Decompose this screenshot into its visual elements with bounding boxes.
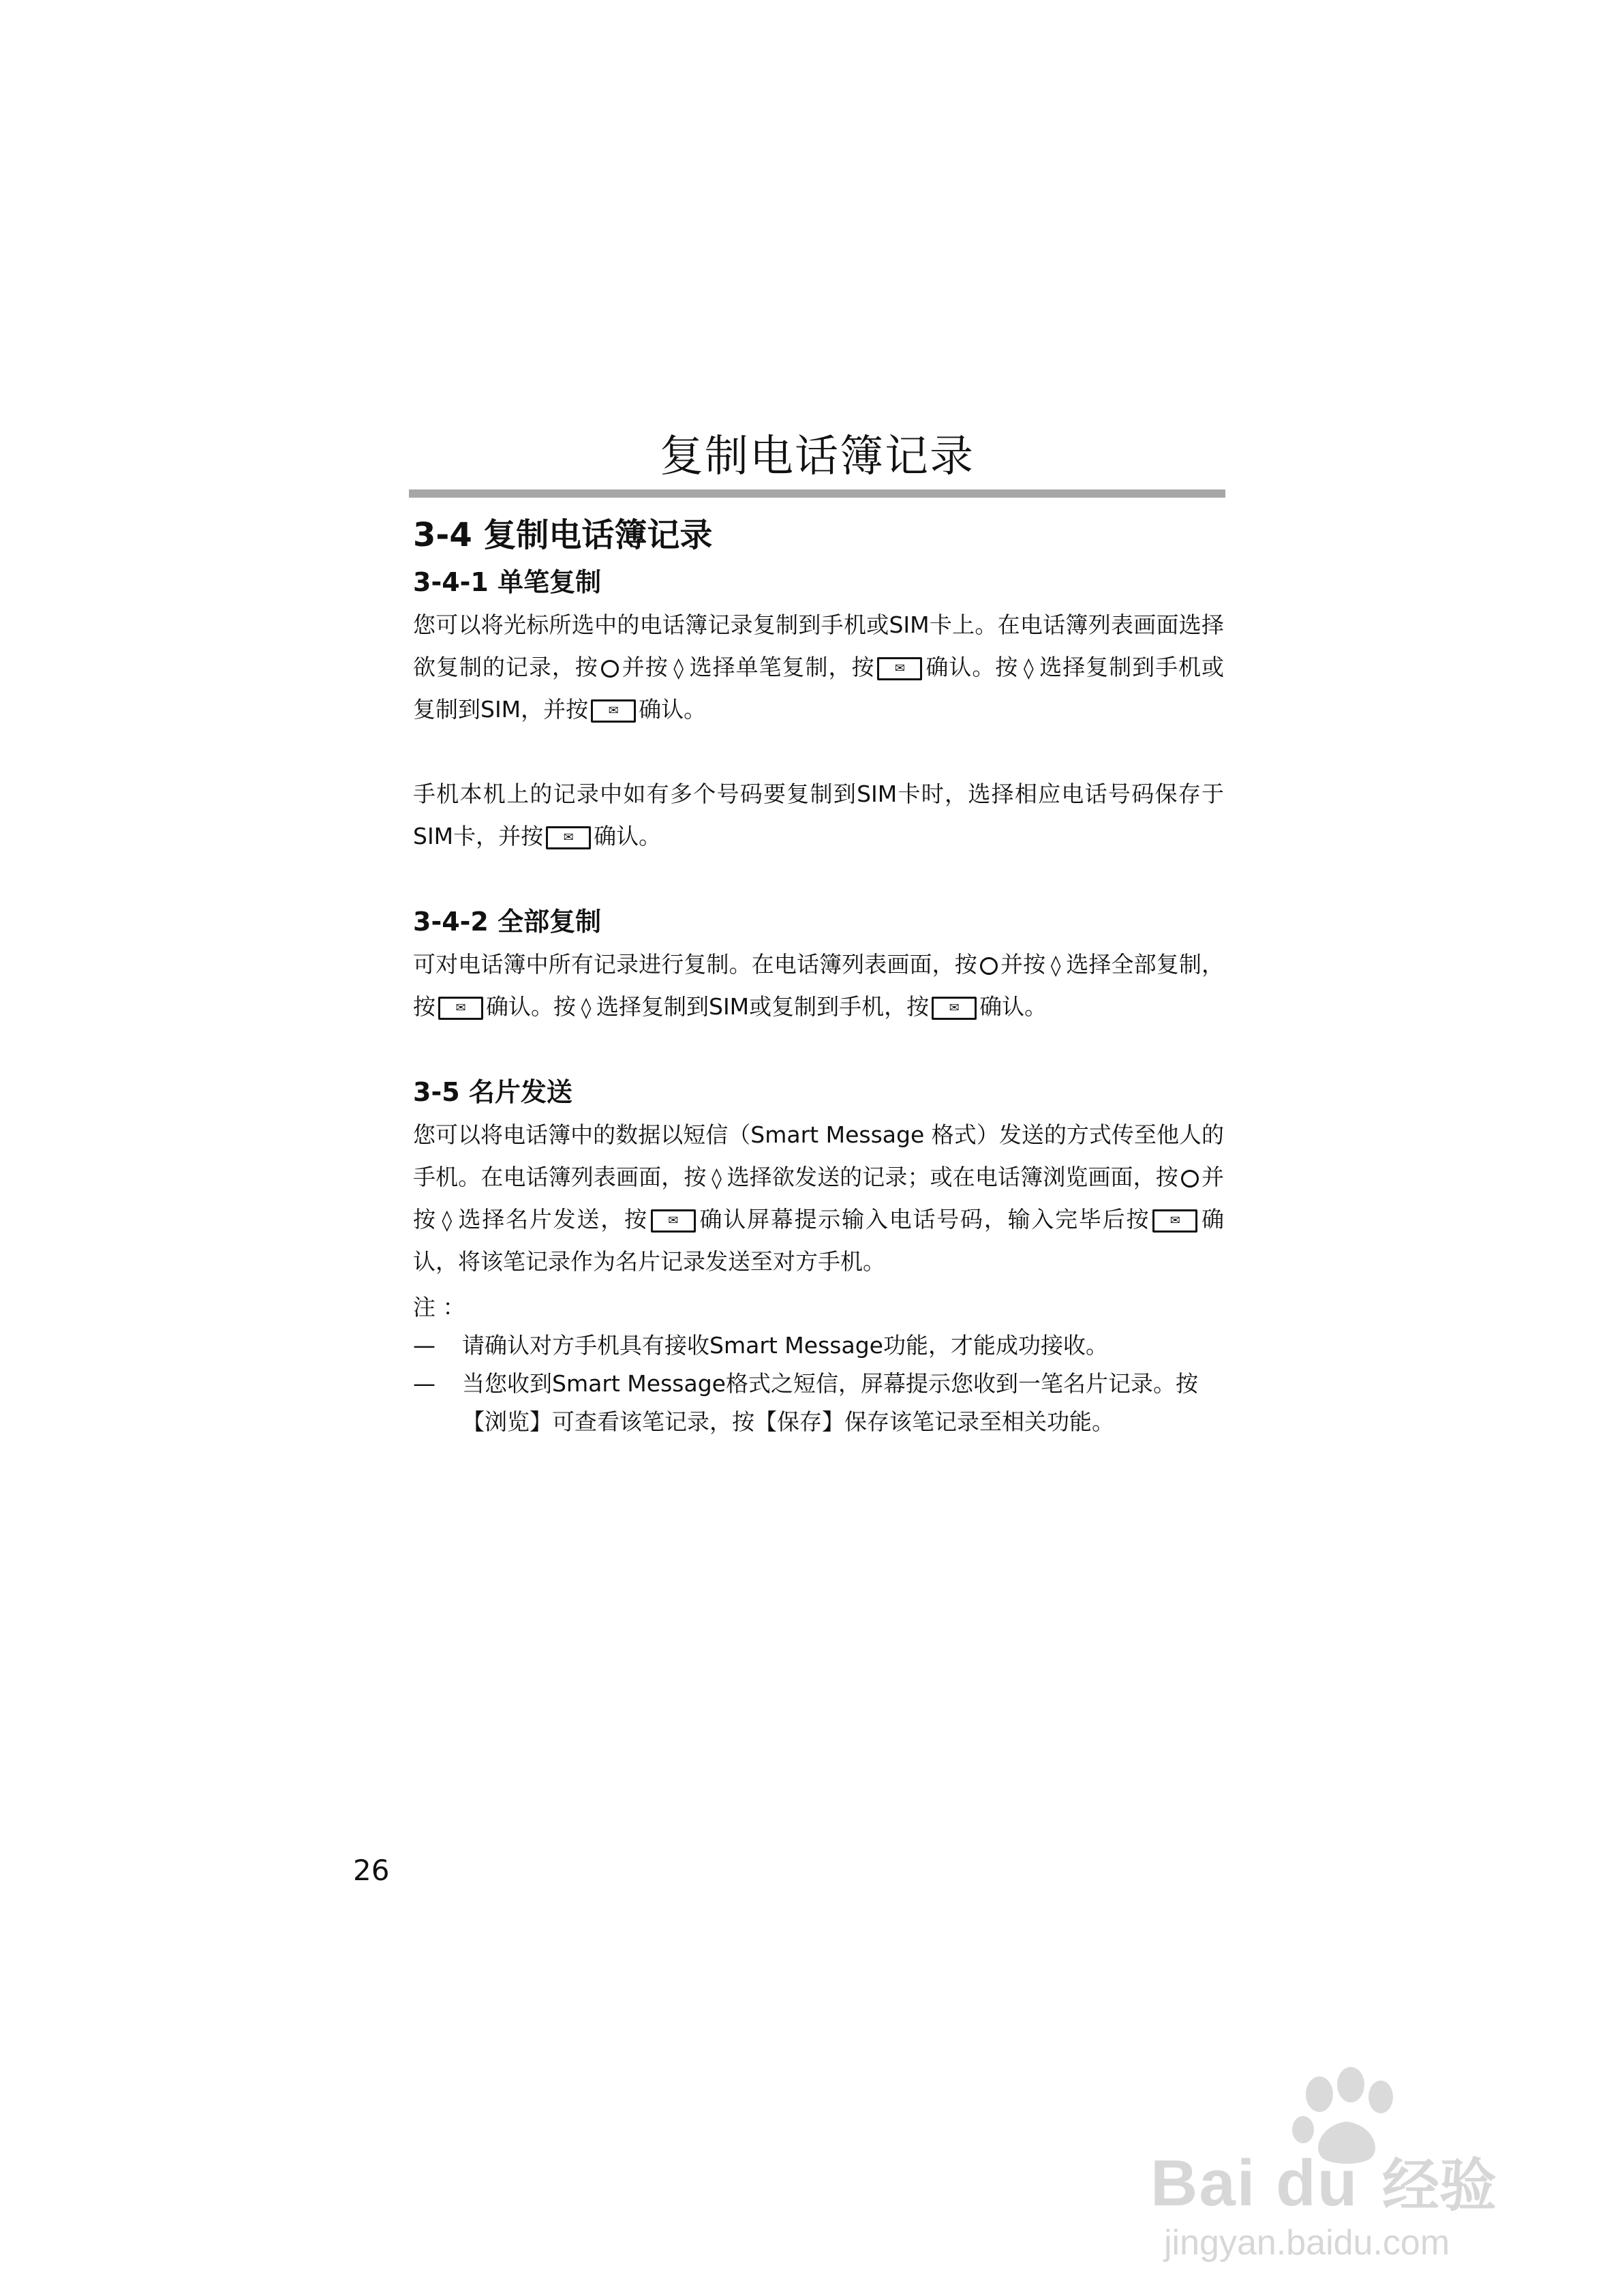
softkey-icon: ✉ [438, 997, 483, 1020]
text-span: 您可以将光标所选中的电话簿记录复制到手机或SIM卡上。在电话簿列表画面选择欲复制的记录，按 [413, 611, 1224, 680]
note-label: 注 ： [413, 1294, 465, 1320]
text-span: 确认。按 [925, 654, 1019, 680]
softkey-icon: ✉ [591, 699, 636, 723]
header-rule [409, 489, 1225, 498]
section-heading-3-4: 3-4 复制电话簿记录 [413, 516, 713, 554]
watermark-url: jingyan.baidu.com [1164, 2223, 1450, 2263]
text-span: 选择名片发送，按 [457, 1206, 648, 1233]
text-span: 选择全部复制，按 [413, 951, 1225, 1020]
spacer [413, 1028, 1224, 1070]
text-span: 选择单笔复制，按 [688, 654, 875, 680]
note-text: 当您收到Smart Message格式之短信，屏幕提示您收到一笔名片记录。按【浏览】可查看该笔记录，按【保存】保存该笔记录至相关功能。 [462, 1370, 1198, 1435]
subsection-heading-3-4-1: 3-4-1 单笔复制 [413, 567, 602, 597]
paragraph-3-4-1-b [413, 773, 1224, 858]
nav-key-icon: ◊ [1023, 656, 1034, 680]
softkey-icon: ✉ [651, 1209, 696, 1233]
nav-key-icon: ◊ [442, 1208, 453, 1233]
note-dash: — [413, 1332, 435, 1359]
softkey-icon: ✉ [546, 826, 591, 849]
nav-key-icon: ◊ [673, 656, 684, 680]
section-heading-3-5: 3-5 名片发送 [413, 1077, 572, 1107]
softkey-icon: ✉ [1152, 1209, 1197, 1233]
text-span: 可对电话簿中所有记录进行复制。在电话簿列表画面，按 [413, 951, 977, 978]
text-span: 确认。 [639, 696, 707, 723]
note-item [413, 1365, 1224, 1441]
baidu-watermark [1150, 2064, 1532, 2269]
text-span: 确认。 [979, 993, 1047, 1020]
text-span: 选择欲发送的记录；或在电话簿浏览画面，按 [726, 1164, 1178, 1190]
content [413, 510, 1224, 1441]
subsection-heading-3-4-2: 3-4-2 全部复制 [413, 907, 602, 937]
text-span: 确认。按 [486, 993, 576, 1020]
text-span: 并按 [413, 1164, 1225, 1233]
paragraph-3-4-1-a [413, 604, 1224, 731]
nav-key-icon: ◊ [581, 995, 592, 1020]
paragraph-3-4-2 [413, 943, 1224, 1028]
note-text: 请确认对方手机具有接收Smart Message功能，才能成功接收。 [462, 1332, 1108, 1359]
text-span: 并按 [621, 654, 669, 680]
page-number: 26 [353, 1854, 390, 1887]
text-span: 手机本机上的记录中如有多个号码要复制到SIM卡时，选择相应电话号码保存于SIM卡，并按 [413, 781, 1224, 849]
paragraph-3-5 [413, 1114, 1224, 1283]
page-header-title: 复制电话簿记录 [660, 432, 975, 482]
text-span: 您可以将电话簿中的数据以短信（Smart Message 格式）发送的方式传至他人的手机。在电话簿列表画面，按 [413, 1121, 1224, 1190]
text-span: 并按 [1000, 951, 1046, 978]
text-span: 选择复制到手机或复制到SIM，并按 [413, 654, 1225, 723]
softkey-icon: ✉ [877, 657, 922, 680]
spacer [413, 731, 1224, 773]
text-span: 确认屏幕提示输入电话号码，输入完毕后按 [698, 1206, 1150, 1233]
circle-key-icon [980, 957, 998, 975]
text-span: 确认。 [594, 823, 662, 849]
nav-key-icon: ◊ [1050, 953, 1061, 978]
circle-key-icon [1181, 1170, 1199, 1188]
watermark-brand: Bai du [1150, 2147, 1359, 2220]
watermark-cn: 经验 [1382, 2152, 1497, 2219]
softkey-icon: ✉ [932, 997, 977, 1020]
spacer [413, 858, 1224, 900]
text-span: 选择复制到SIM或复制到手机，按 [596, 993, 930, 1020]
nav-key-icon: ◊ [711, 1166, 722, 1190]
note-dash: — [413, 1370, 435, 1397]
text-span: 确认，将该笔记录作为名片记录发送至对方手机。 [413, 1206, 1225, 1275]
note-item [413, 1327, 1224, 1365]
circle-key-icon [601, 660, 619, 678]
